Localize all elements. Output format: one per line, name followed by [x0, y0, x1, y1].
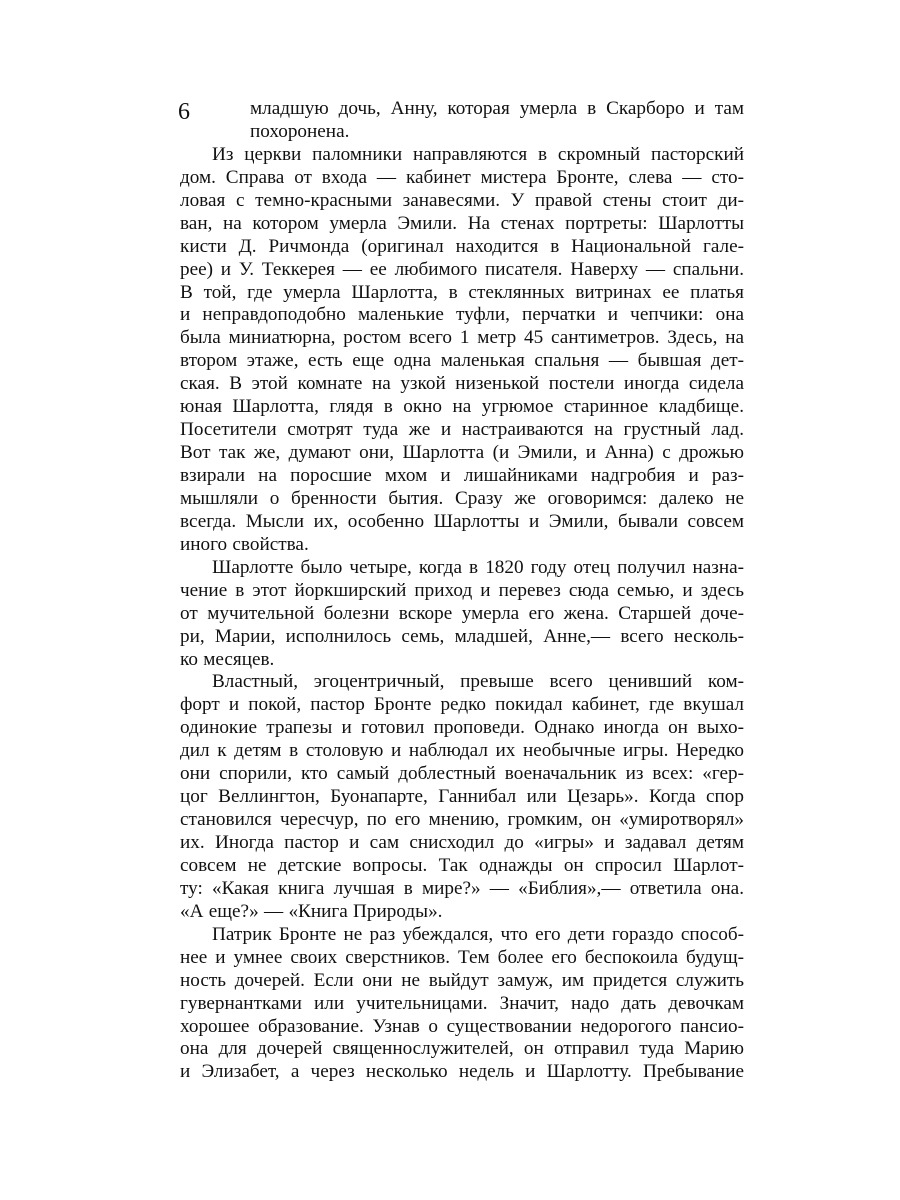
text-line: дом. Справа от входа — кабинет мистера Бронте, слева — сто- [180, 166, 744, 188]
text-line: юная Шарлотта, глядя в окно на угрюмое старинное кладбище. [180, 396, 744, 418]
text-line: младшую дочь, Анну, которая умерла в Скарборо и там [250, 98, 744, 119]
text-line: рее) и У. Теккерея — ее любимого писателя. Наверху — спальни. [180, 258, 744, 280]
page-number: 6 [178, 99, 190, 125]
text-line: Властный, эгоцентричный, превыше всего ценивший ком- [212, 671, 744, 693]
text-line: нее и умнее своих сверстников. Тем более его беспокоила будущ- [180, 946, 744, 968]
text-line: одинокие трапезы и готовил проповеди. Однако иногда он выхо- [180, 717, 744, 739]
text-line: гувернантками или учительницами. Значит, надо дать девочкам [180, 992, 744, 1014]
text-line: Патрик Бронте не раз убеждался, что его дети гораздо способ- [212, 923, 744, 945]
text-line: Из церкви паломники направляются в скромный пасторский [212, 143, 744, 165]
text-line: хорошее образование. Узнав о существовании недорогого пансио- [180, 1015, 744, 1037]
text-line: ван, на котором умерла Эмили. На стенах портреты: Шарлотты [180, 212, 744, 234]
text-line: и Элизабет, а через несколько недель и Шарлотту. Пребывание [180, 1061, 744, 1083]
text-line: они спорили, кто самый доблестный военачальник из всех: «гер- [180, 763, 744, 785]
text-line: мышляли о бренности бытия. Сразу же оговоримся: далеко не [180, 487, 744, 509]
text-line: цог Веллингтон, Буонапарте, Ганнибал или Цезарь». Когда спор [180, 786, 744, 808]
text-line: В той, где умерла Шарлотта, в стеклянных витринах ее платья [180, 281, 744, 303]
text-line: втором этаже, есть еще одна маленькая спальня — бывшая дет- [180, 350, 744, 372]
text-line: ловая с темно-красными занавесями. У правой стены стоит ди- [180, 189, 744, 211]
text-line: взирали на поросшие мхом и лишайниками надгробия и раз- [180, 465, 744, 486]
text-line: она для дочерей священнослужителей, он отправил туда Марию [180, 1038, 744, 1060]
text-line: Посетители смотрят туда же и настраиваются на грустный лад. [180, 419, 744, 441]
text-line: ность дочерей. Если они не выйдут замуж, им придется служить [180, 969, 744, 991]
text-line: становился чересчур, по его мнению, громким, он «умиротворял» [180, 809, 744, 831]
text-line: похоронена. [250, 120, 350, 142]
text-line: всегда. Мысли их, особенно Шарлотты и Эмили, бывали совсем [180, 510, 744, 532]
text-line: чение в этот йоркширский приход и перевез сюда семью, и здесь [180, 579, 744, 601]
text-line: ская. В этой комнате на узкой низенькой постели иногда сидела [180, 373, 744, 395]
text-line: их. Иногда пастор и сам снисходил до «игры» и задавал детям [180, 832, 744, 853]
text-line: форт и покой, пастор Бронте редко покидал кабинет, где вкушал [180, 694, 744, 716]
text-line: от мучительной болезни вскоре умерла его жена. Старшей доче- [180, 602, 744, 624]
text-line: Вот так же, думают они, Шарлотта (и Эмили, и Анна) с дрожью [180, 442, 744, 464]
text-line: иного свойства. [180, 533, 309, 555]
text-line: и неправдоподобно маленькие туфли, перчатки и чепчики: она [180, 304, 744, 326]
text-line: ту: «Какая книга лучшая в мире?» — «Библия»,— ответила она. [180, 877, 744, 899]
text-line: Шарлотте было четыре, когда в 1820 году отец получил назна- [212, 556, 744, 578]
text-line: кисти Д. Ричмонда (оригинал находится в Национальной гале- [180, 235, 744, 257]
text-line: «А еще?» — «Книга Природы». [180, 900, 443, 922]
text-line: ко месяцев. [180, 648, 275, 670]
body-text [180, 98, 744, 1084]
text-line: дил к детям в столовую и наблюдал их необычные игры. Нередко [180, 740, 744, 762]
text-line: ри, Марии, исполнилось семь, младшей, Анне,— всего несколь- [180, 625, 744, 647]
text-line: была миниатюрна, ростом всего 1 метр 45 сантиметров. Здесь, на [180, 327, 744, 349]
text-line: совсем не детские вопросы. Так однажды он спросил Шарлот- [180, 854, 744, 876]
